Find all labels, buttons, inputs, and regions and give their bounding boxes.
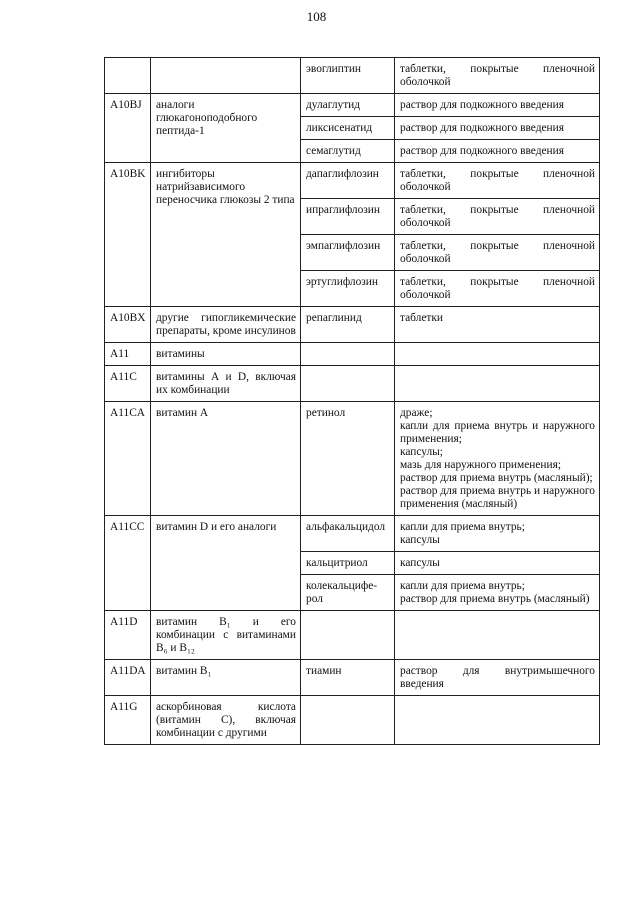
dosage-form-cell: [395, 611, 600, 660]
dosage-form-line: раствор для подкожного введения: [400, 145, 564, 157]
drug-name-cell: тиамин: [301, 660, 395, 696]
group-name-cell: витамин B₁: [151, 660, 301, 696]
dosage-form-line: капсулы: [400, 534, 440, 546]
group-name-cell: ингибиторы натрийзависимого переносчика глюкозы 2 типа: [151, 163, 301, 307]
atc-code-cell: A11CC: [105, 516, 151, 611]
drug-name-cell: репаглинид: [301, 307, 395, 343]
table-row: [105, 696, 600, 745]
dosage-form-line: раствор для приема внутрь и наружного применения (масляный): [400, 485, 595, 510]
dosage-form-line: раствор для приема внутрь (масляный);: [400, 472, 593, 484]
dosage-form-cell: [395, 307, 600, 343]
dosage-form-cell: [395, 94, 600, 117]
dosage-form-cell: [395, 552, 600, 575]
table-row: [105, 611, 600, 660]
dosage-form-line: капсулы;: [400, 446, 443, 458]
dosage-form-cell: [395, 696, 600, 745]
dosage-form-line: капли для приема внутрь и наружного применения;: [400, 420, 595, 445]
atc-code-cell: A11DA: [105, 660, 151, 696]
table-row: [105, 163, 600, 199]
atc-code-cell: A11CA: [105, 402, 151, 516]
dosage-form-cell: [395, 343, 600, 366]
atc-code-cell: A11C: [105, 366, 151, 402]
group-name-cell: аналоги глюкагоноподобного пептида-1: [151, 94, 301, 163]
dosage-form-line: капсулы: [400, 557, 440, 569]
group-name-cell: витамины А и D, включая их комбинации: [151, 366, 301, 402]
dosage-form-cell: [395, 575, 600, 611]
table-row: [105, 366, 600, 402]
group-name-cell: витамин B₁ и его комбинации с витаминами B₆ и B₁₂: [151, 611, 301, 660]
page-number: 108: [306, 9, 327, 24]
group-name-cell: витамины: [151, 343, 301, 366]
dosage-form-line: раствор для подкожного введения: [400, 122, 564, 134]
dosage-form-cell: [395, 366, 600, 402]
table-row: [105, 307, 600, 343]
drug-name-cell: кальцитриол: [301, 552, 395, 575]
table-row: [105, 343, 600, 366]
dosage-form-cell: [395, 402, 600, 516]
atc-code-cell: A10BK: [105, 163, 151, 307]
drug-name-cell: эмпаглифлозин: [301, 235, 395, 271]
dosage-form-line: раствор для подкожного введения: [400, 99, 564, 111]
drug-name-cell: ретинол: [301, 402, 395, 516]
dosage-form-line: таблетки, покрытые пленочной оболочкой: [400, 204, 595, 229]
drug-name-cell: дулаглутид: [301, 94, 395, 117]
drug-classification-table: [104, 57, 600, 745]
drug-name-cell: дапаглифлозин: [301, 163, 395, 199]
group-name-cell: [151, 58, 301, 94]
atc-code-cell: A11D: [105, 611, 151, 660]
dosage-form-cell: [395, 516, 600, 552]
dosage-form-cell: [395, 140, 600, 163]
drug-name-cell: колекальцифе-рол: [301, 575, 395, 611]
group-name-cell: аскорбиновая кислота (витамин С), включая комбинации с другими: [151, 696, 301, 745]
table-row: [105, 94, 600, 117]
dosage-form-line: таблетки, покрытые пленочной оболочкой: [400, 276, 595, 301]
atc-code-cell: A11: [105, 343, 151, 366]
dosage-form-cell: [395, 235, 600, 271]
atc-code-cell: A10BX: [105, 307, 151, 343]
dosage-form-cell: [395, 199, 600, 235]
atc-code-cell: A10BJ: [105, 94, 151, 163]
drug-name-cell: [301, 366, 395, 402]
dosage-form-line: таблетки, покрытые пленочной оболочкой: [400, 240, 595, 265]
dosage-form-line: раствор для приема внутрь (масляный): [400, 593, 590, 605]
dosage-form-cell: [395, 163, 600, 199]
dosage-form-line: раствор для внутримышечного введения: [400, 665, 595, 690]
dosage-form-line: таблетки, покрытые пленочной оболочкой: [400, 63, 595, 88]
drug-name-cell: ликсисенатид: [301, 117, 395, 140]
drug-name-cell: [301, 343, 395, 366]
group-name-cell: витамин А: [151, 402, 301, 516]
drug-name-cell: [301, 611, 395, 660]
dosage-form-line: мазь для наружного применения;: [400, 459, 562, 471]
dosage-form-cell: [395, 58, 600, 94]
dosage-form-line: таблетки, покрытые пленочной оболочкой: [400, 168, 595, 193]
group-name-cell: другие гипогликемические препараты, кроме инсулинов: [151, 307, 301, 343]
group-name-cell: витамин D и его аналоги: [151, 516, 301, 611]
dosage-form-cell: [395, 117, 600, 140]
dosage-form-cell: [395, 660, 600, 696]
dosage-form-line: таблетки: [400, 312, 444, 324]
dosage-form-line: капли для приема внутрь;: [400, 580, 525, 592]
atc-code-cell: A11G: [105, 696, 151, 745]
table-row: [105, 58, 600, 94]
drug-name-cell: семаглутид: [301, 140, 395, 163]
drug-name-cell: эвоглиптин: [301, 58, 395, 94]
dosage-form-cell: [395, 271, 600, 307]
table-row: [105, 660, 600, 696]
table-row: [105, 402, 600, 516]
drug-name-cell: ипраглифлозин: [301, 199, 395, 235]
drug-name-cell: альфакальцидол: [301, 516, 395, 552]
drug-name-cell: [301, 696, 395, 745]
table-row: [105, 516, 600, 552]
dosage-form-line: драже;: [400, 407, 433, 419]
dosage-form-line: капли для приема внутрь;: [400, 521, 525, 533]
atc-code-cell: [105, 58, 151, 94]
drug-name-cell: эртуглифлозин: [301, 271, 395, 307]
